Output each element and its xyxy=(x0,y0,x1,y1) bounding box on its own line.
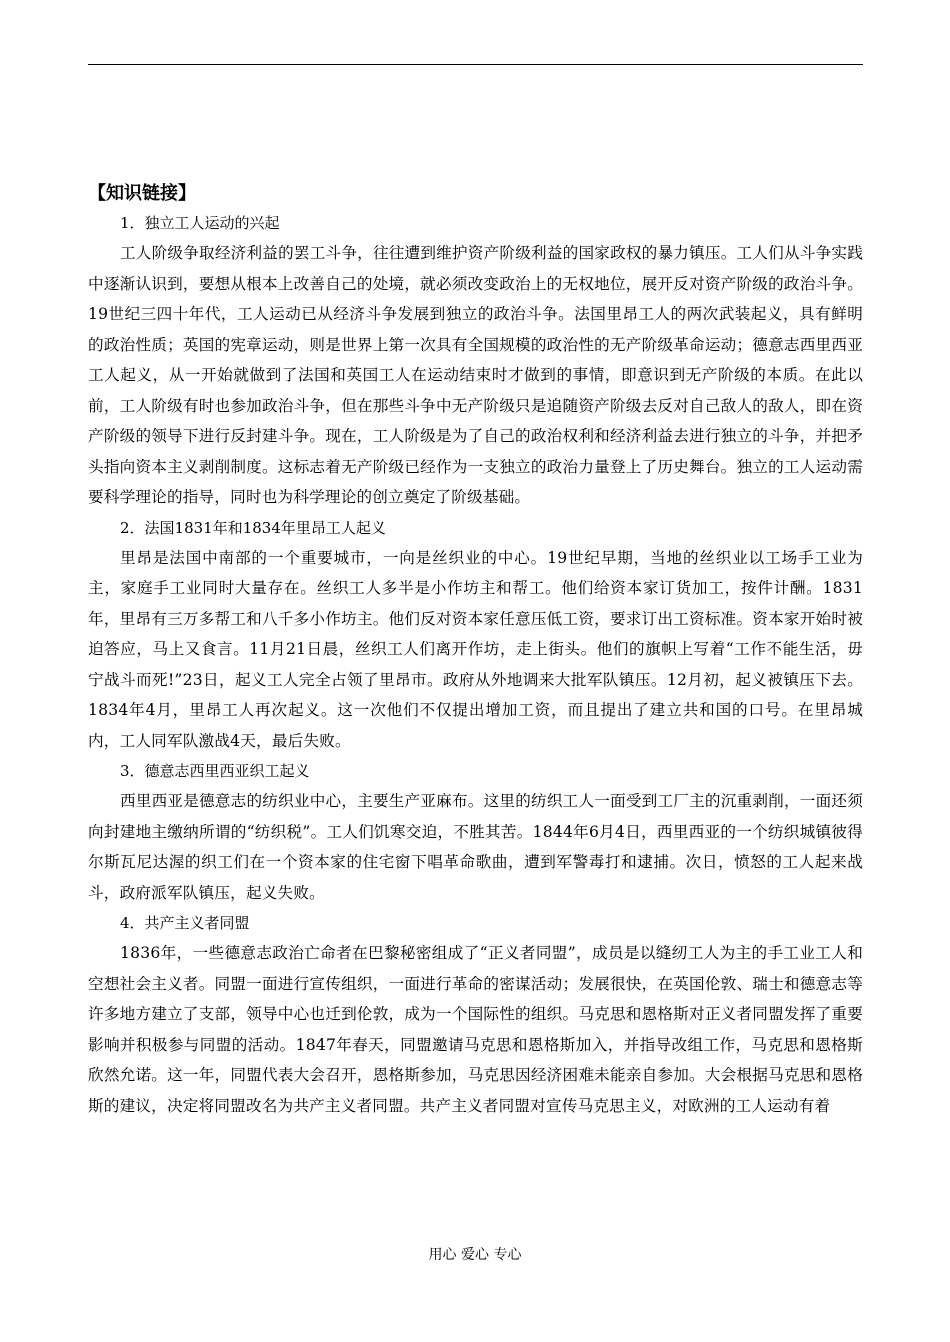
paragraph-1: 工人阶级争取经济利益的罢工斗争，往往遭到维护资产阶级利益的国家政权的暴力镇压。工人们从斗争实践中逐渐认识到，要想从根本上改善自己的处境，就必须改变政治上的无权地位，展开反对资产阶级的政治斗争。19世纪三四十年代，工人运动已从经济斗争发展到独立的政治斗争。法国里昂工人的两次武装起义，具有鲜明的政治性质；英国的宪章运动，则是世界上第一次具有全国规模的政治性的无产阶级革命运动；德意志西里西亚工人起义，从一开始就做到了法国和英国工人在运动结束时才做到的事情，即意识到无产阶级的本质。在此以前，工人阶级有时也参加政治斗争，但在那些斗争中无产阶级只是追随资产阶级去反对自己敌人的敌人，即在资产阶级的领导下进行反封建斗争。现在，工人阶级是为了自己的政治权利和经济利益去进行独立的斗争，并把矛头指向资本主义剥削制度。这标志着无产阶级已经作为一支独立的政治力量登上了历史舞台。独立的工人运动需要科学理论的指导，同时也为科学理论的创立奠定了阶级基础。 xyxy=(88,244,863,506)
document-body xyxy=(88,180,863,1121)
subsection-title-4: 4．共产主义者同盟 xyxy=(120,914,250,932)
paragraph-3: 西里西亚是德意志的纺织业中心，主要生产亚麻布。这里的纺织工人一面受到工厂主的沉重剥削，一面还须向封建地主缴纳所谓的“纺织税”。工人们饥寒交迫，不胜其苦。1844年6月4日，西里西亚的一个纺织城镇彼得尔斯瓦尼达渥的织工们在一个资本家的住宅窗下唱革命歌曲，遭到军警毒打和逮捕。次日，愤怒的工人起来战斗，政府派军队镇压，起义失败。 xyxy=(88,792,863,902)
subsection-title-2: 2．法国1831年和1834年里昂工人起义 xyxy=(120,518,386,537)
subsection-title-3: 3．德意志西里西亚织工起义 xyxy=(120,762,310,780)
paragraph-2: 里昂是法国中南部的一个重要城市，一向是丝织业的中心。19世纪早期，当地的丝织业以工场手工业为主，家庭手工业同时大量存在。丝织工人多半是小作坊主和帮工。他们给资本家订货加工，按件计酬。1831年，里昂有三万多帮工和八千多小作坊主。他们反对资本家任意压低工资，要求订出工资标准。资本家开始时被迫答应，马上又食言。11月21日晨，丝织工人们离开作坊，走上街头。他们的旗帜上写着“工作不能生活，毋宁战斗而死!”23日，起义工人完全占领了里昂市。政府从外地调来大批军队镇压。12月初，起义被镇压下去。1834年4月，里昂工人再次起义。这一次他们不仅提出增加工资，而且提出了建立共和国的口号。在里昂城内，工人同军队激战4天，最后失败。 xyxy=(88,548,863,750)
paragraph-4: 1836年，一些德意志政治亡命者在巴黎秘密组成了“正义者同盟”，成员是以缝纫工人为主的手工业工人和空想社会主义者。同盟一面进行宣传组织，一面进行革命的密谋活动；发展很快，在英国伦敦、瑞士和德意志等许多地方建立了支部，领导中心也迁到伦敦，成为一个国际性的组织。马克思和恩格斯对正义者同盟发挥了重要影响并积极参与同盟的活动。1847年春天，同盟邀请马克思和恩格斯加入，并指导改组工作，马克思和恩格斯欣然允诺。这一年，同盟代表大会召开，恩格斯参加，马克思因经济困难未能亲自参加。大会根据马克思和恩格斯的建议，决定将同盟改名为共产主义者同盟。共产主义者同盟对宣传马克思主义，对欧洲的工人运动有着 xyxy=(88,944,863,1115)
subsection-title-1: 1．独立工人运动的兴起 xyxy=(120,214,280,232)
page-footer: 用心 爱心 专心 xyxy=(428,1247,522,1263)
header-rule xyxy=(88,64,863,65)
section-heading: 【知识链接】 xyxy=(88,183,196,204)
